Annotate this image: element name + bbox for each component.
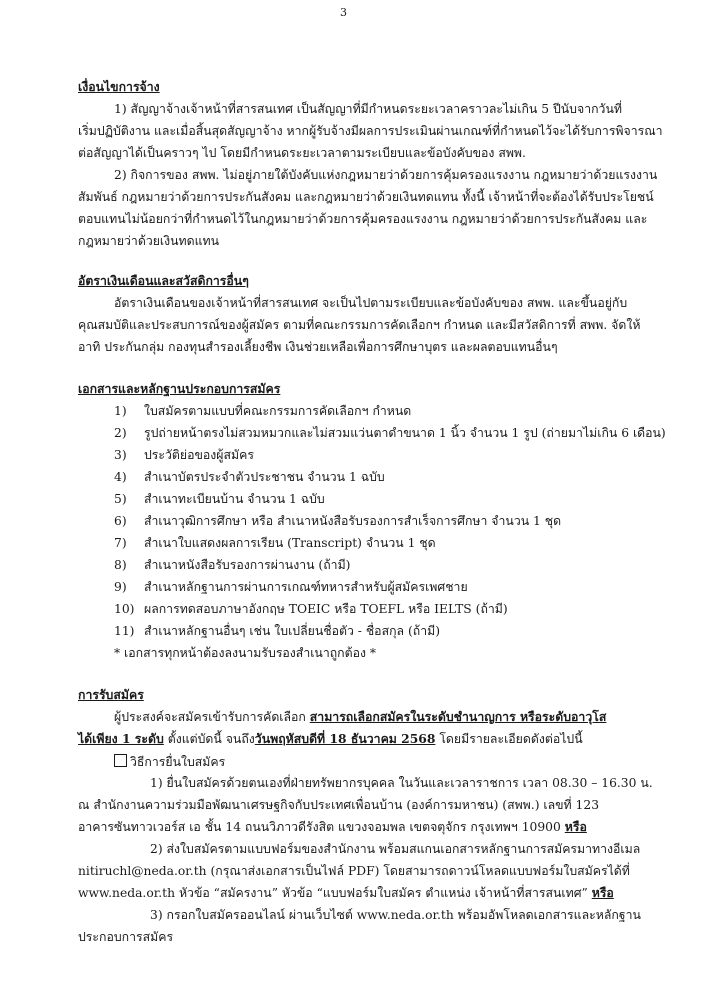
list-item-number: 9) [114,580,127,594]
paragraph-line: 2) ส่งใบสมัครตามแบบฟอร์มของสำนักงาน พร้อมสแกนเอกสารหลักฐานการสมัครมาทางอีเมล [150,842,641,856]
paragraph-line: nitiruchl@neda.or.th (กรุณาส่งเอกสารเป็นไฟล์ PDF) โดยสามารถดาวน์โหลดแบบฟอร์มใบสมัครได้ที่ [78,864,630,878]
intro-text: ตั้งแต่บัดนี้ จนถึง [163,732,255,746]
paragraph-line: เริ่มปฏิบัติงาน และเมื่อสิ้นสุดสัญญาจ้าง หากผู้รับจ้างมีผลการประเมินผ่านเกณฑ์ที่กำหนดไว้จะได้รับการพิจารณา [78,124,663,138]
paragraph-line: ประกอบการสมัคร [78,930,174,944]
list-item-text: ใบสมัครตามแบบที่คณะกรรมการคัดเลือกฯ กำหนด [144,404,412,418]
list-item-number: 10) [114,602,135,616]
list-item-text: สำเนาวุฒิการศึกษา หรือ สำเนาหนังสือรับรองการสำเร็จการศึกษา จำนวน 1 ชุด [144,514,562,528]
method-label-text: วิธีการยื่นใบสมัคร [130,755,226,769]
list-item-text: สำเนาใบแสดงผลการเรียน (Transcript) จำนวน 1 ชุด [144,536,436,550]
download-text: www.neda.or.th หัวข้อ “สมัครงาน” หัวข้อ “แบบฟอร์มใบสมัคร ตำแหน่ง เจ้าหน้าที่สารสนเทศ” [78,886,592,900]
paragraph-line: อัตราเงินเดือนของเจ้าหน้าที่สารสนเทศ จะเป็นไปตามระเบียบและข้อบังคับของ สพพ. และขึ้นอยู่กับ [114,296,628,310]
section-heading-required-documents: เอกสารและหลักฐานประกอบการสมัคร [78,381,281,396]
paragraph-line: ณ สำนักงานความร่วมมือพัฒนาเศรษฐกิจกับประเทศเพื่อนบ้าน (องค์การมหาชน) (สพพ.) เลขที่ 123 [78,798,600,812]
paragraph-line: สัมพันธ์ กฎหมายว่าด้วยการประกันสังคม และกฎหมายว่าด้วยเงินทดแทน ทั้งนี้ เจ้าหน้าที่จะต้องได้รับประโยชน์ [78,190,654,204]
list-item [114,580,468,594]
list-item [114,624,440,638]
method-label [114,754,225,769]
intro-text: ผู้ประสงค์จะสมัครเข้ารับการคัดเลือก [114,710,310,724]
or-text: หรือ [591,885,614,900]
section-heading-employment-conditions: เงื่อนไขการจ้าง [78,79,160,94]
paragraph-line: คุณสมบัติและประสบการณ์ของผู้สมัคร ตามที่คณะกรรมการคัดเลือกฯ กำหนด และมีสวัสดิการที่ สพพ. จัดให้ [78,318,641,332]
documents-note: * เอกสารทุกหน้าต้องลงนามรับรองสำเนาถูกต้อง * [114,646,377,660]
paragraph-line: 1) ยื่นใบสมัครด้วยตนเองที่ฝ่ายทรัพยากรบุคคล ในวันและเวลาราชการ เวลา 08.30 – 16.30 น. [150,776,653,790]
list-item [114,448,254,462]
list-item [114,492,325,506]
address-text: อาคารซันทาวเวอร์ส เอ ชั้น 14 ถนนวิภาวดีรังสิต แขวงจอมพล เขตจตุจักร กรุงเทพฯ 10900 [78,820,565,834]
paragraph-line [78,886,614,900]
checkbox-icon [114,754,127,767]
deadline-date: วันพฤหัสบดีที่ 18 ธันวาคม 2568 [254,731,436,746]
list-item [114,558,350,572]
list-item-number: 2) [114,426,127,440]
paragraph-line: 2) กิจการของ สพพ. ไม่อยู่ภายใต้บังคับแห่งกฎหมายว่าด้วยการคุ้มครองแรงงาน กฎหมายว่าด้วยแรงงาน [114,168,658,182]
paragraph-line: กฎหมายว่าด้วยเงินทดแทน [78,234,220,248]
level-choice-text: สามารถเลือกสมัครในระดับชำนาญการ หรือระดับอาวุโส [309,709,607,724]
list-item-text: สำเนาหนังสือรับรองการผ่านงาน (ถ้ามี) [144,558,351,572]
list-item [114,470,385,484]
list-item-number: 1) [114,404,127,418]
list-item [114,426,666,440]
or-text: หรือ [564,819,587,834]
list-item-number: 8) [114,558,127,572]
section-heading-salary-benefits: อัตราเงินเดือนและสวัสดิการอื่นๆ [78,273,249,288]
list-item-number: 3) [114,448,127,462]
list-item-text: สำเนาหลักฐานอื่นๆ เช่น ใบเปลี่ยนชื่อตัว - ชื่อสกุล (ถ้ามี) [144,624,441,638]
intro-text: โดยมีรายละเอียดดังต่อไปนี้ [435,732,583,746]
list-item [114,536,436,550]
list-item-text: ผลการทดสอบภาษาอังกฤษ TOEIC หรือ TOEFL หรือ IELTS (ถ้ามี) [144,602,508,616]
section-heading-application: การรับสมัคร [78,687,144,702]
paragraph-line: 1) สัญญาจ้างเจ้าหน้าที่สารสนเทศ เป็นสัญญาที่มีกำหนดระยะเวลาคราวละไม่เกิน 5 ปีนับจากวันที่ [114,102,622,116]
page-number: 3 [340,6,347,19]
list-item-number: 7) [114,536,127,550]
list-item-text: สำเนาหลักฐานการผ่านการเกณฑ์ทหารสำหรับผู้สมัครเพศชาย [144,580,468,594]
list-item [114,404,411,418]
list-item-text: ประวัติย่อของผู้สมัคร [144,448,254,462]
list-item-number: 4) [114,470,127,484]
paragraph-line [78,820,587,834]
list-item [114,514,561,528]
list-item-number: 11) [114,624,135,638]
one-level-text: ได้เพียง 1 ระดับ [78,731,164,746]
application-intro-line [78,732,583,746]
application-intro-line [114,710,606,724]
paragraph-line: ต่อสัญญาได้เป็นคราวๆ ไป โดยมีกำหนดระยะเวลาตามระเบียบและข้อบังคับของ สพพ. [78,146,526,160]
list-item-number: 5) [114,492,127,506]
list-item-number: 6) [114,514,127,528]
paragraph-line: ตอบแทนไม่น้อยกว่าที่กำหนดไว้ในกฎหมายว่าด้วยการคุ้มครองแรงงาน กฎหมายว่าด้วยการประกันสังคม และ [78,212,648,226]
list-item [114,602,508,616]
list-item-text: สำเนาทะเบียนบ้าน จำนวน 1 ฉบับ [144,492,325,506]
paragraph-line: อาทิ ประกันกลุ่ม กองทุนสำรองเลี้ยงชีพ เงินช่วยเหลือเพื่อการศึกษาบุตร และผลตอบแทนอื่นๆ [78,340,558,354]
paragraph-line: 3) กรอกใบสมัครออนไลน์ ผ่านเว็บไซต์ www.neda.or.th พร้อมอัพโหลดเอกสารและหลักฐาน [150,908,641,922]
list-item-text: รูปถ่ายหน้าตรงไม่สวมหมวกและไม่สวมแว่นตาดำขนาด 1 นิ้ว จำนวน 1 รูป (ถ่ายมาไม่เกิน 6 เดือน) [144,426,666,440]
list-item-text: สำเนาบัตรประจำตัวประชาชน จำนวน 1 ฉบับ [144,470,385,484]
